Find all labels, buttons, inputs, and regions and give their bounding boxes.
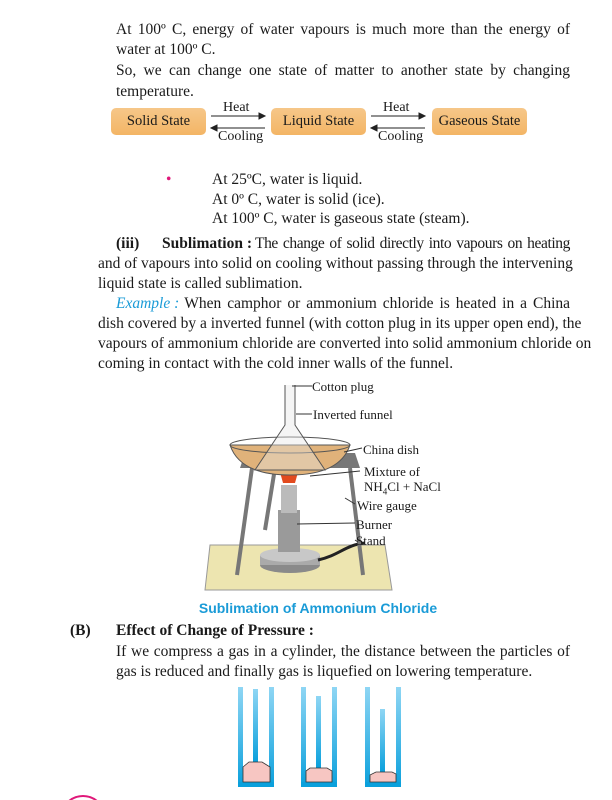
para-line: temperature. — [116, 83, 194, 100]
label-stand: Stand — [356, 533, 386, 548]
formula-subscript: 4 — [382, 486, 388, 497]
bullet-line: At 100º C, water is gaseous state (steam). — [212, 210, 470, 227]
cylinder-2 — [301, 687, 337, 787]
cylinder-3 — [365, 687, 401, 787]
page-badge-icon — [61, 796, 105, 800]
para-line: When camphor or ammonium chloride is heated in a China — [184, 295, 570, 312]
para-line: The change of solid directly into vapours on heating — [255, 235, 570, 252]
liquid-state-box: Liquid State — [271, 108, 366, 135]
sublimation-heading-line — [116, 234, 570, 254]
label-cotton-plug: Cotton plug — [312, 379, 374, 394]
para-line: So, we can change one state of matter to another state by changing — [116, 62, 570, 79]
para-line: water at 100º C. — [116, 41, 216, 58]
heat-label: Heat — [383, 100, 410, 115]
para-line: coming in contact with the cold inner walls of the funnel. — [98, 355, 454, 372]
inverted-funnel — [255, 385, 325, 470]
para-line: and of vapours into solid on cooling without passing through the intervening — [98, 255, 573, 272]
figure-caption: Sublimation of Ammonium Chloride — [198, 600, 438, 616]
example-line — [116, 294, 570, 314]
bullet-icon: • — [166, 171, 172, 188]
term: Sublimation : — [162, 235, 253, 252]
arrows-icon — [0, 0, 612, 150]
cooling-label: Cooling — [378, 129, 424, 144]
para-line: vapours of ammonium chloride are converted into solid ammonium chloride on — [98, 335, 592, 352]
para-line: If we compress a gas in a cylinder, the distance between the particles of — [116, 643, 570, 660]
label-mixture: Mixture of — [364, 464, 420, 479]
section-number: (B) — [70, 622, 91, 639]
label-mixture-formula — [364, 479, 441, 500]
example-label: Example : — [116, 295, 180, 312]
label-wire-gauge: Wire gauge — [357, 498, 417, 513]
formula-part: NH — [364, 479, 383, 494]
gaseous-state-box: Gaseous State — [432, 108, 527, 135]
section-number: (iii) — [116, 235, 140, 252]
cylinder-1 — [238, 687, 274, 787]
section-title: Effect of Change of Pressure : — [116, 622, 314, 639]
para-line: gas is reduced and finally gas is liquefied on lowering temperature. — [116, 663, 533, 680]
bullet-line: At 25ºC, water is liquid. — [212, 171, 363, 188]
label-burner: Burner — [356, 517, 393, 532]
bullet-line: At 0º C, water is solid (ice). — [212, 191, 385, 208]
cooling-label: Cooling — [218, 129, 264, 144]
para-line: dish covered by a inverted funnel (with cotton plug in its upper open end), the — [98, 315, 582, 332]
gas-compression-figure — [0, 680, 612, 800]
label-inverted-funnel: Inverted funnel — [313, 407, 393, 422]
formula-part: Cl + NaCl — [387, 479, 441, 494]
solid-state-box: Solid State — [111, 108, 206, 135]
sublimation-apparatus-figure — [0, 370, 612, 605]
heat-label: Heat — [223, 100, 250, 115]
para-line: liquid state is called sublimation. — [98, 275, 303, 292]
para-line: At 100º C, energy of water vapours is much more than the energy of — [116, 21, 570, 38]
label-china-dish: China dish — [363, 442, 419, 457]
